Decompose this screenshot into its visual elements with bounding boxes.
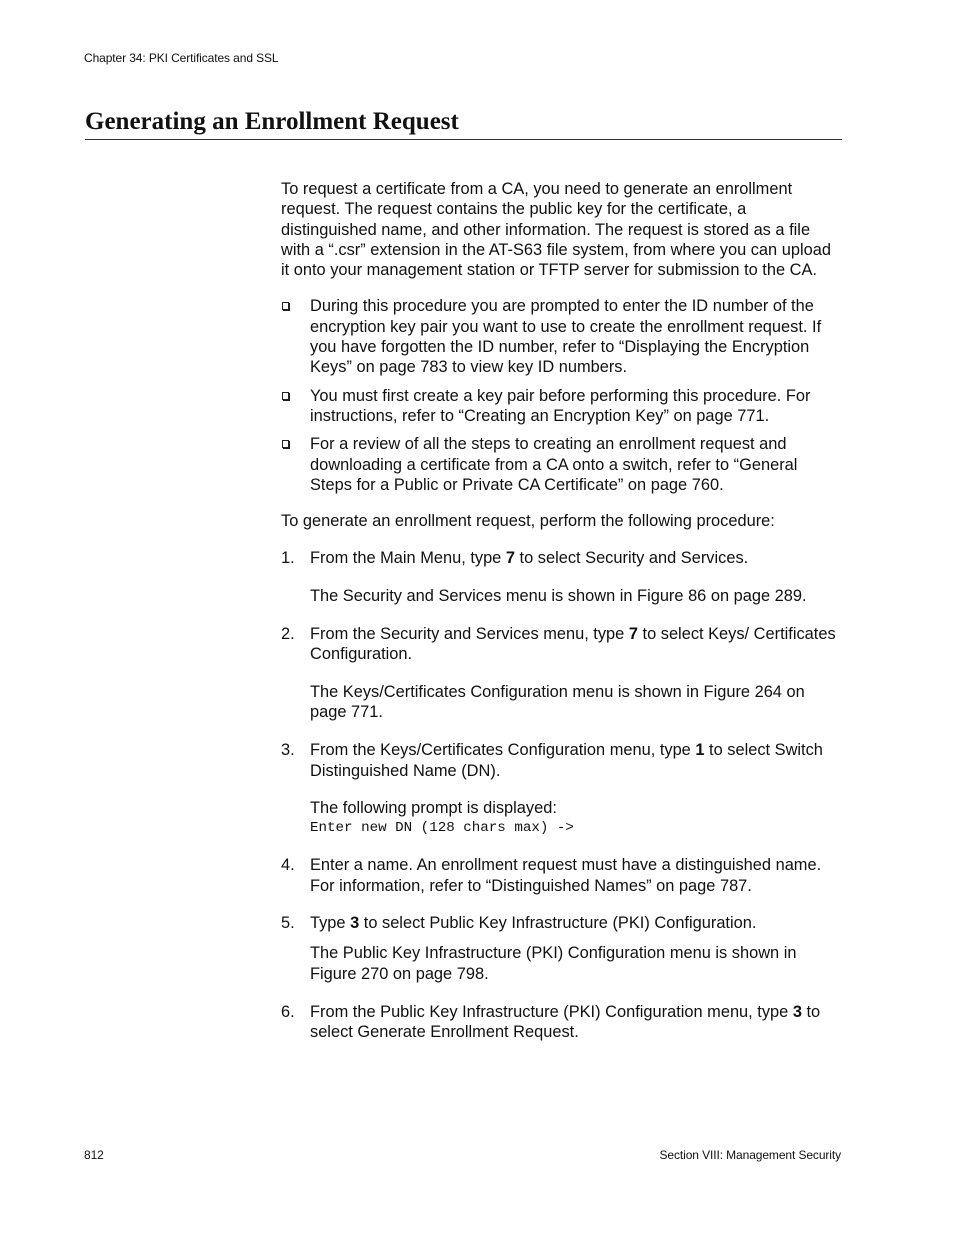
section-footer: Section VIII: Management Security	[659, 1148, 841, 1162]
step-text: Type 3 to select Public Key Infrastructure (PKI) Configuration.	[310, 914, 757, 933]
step-number: 3.	[281, 741, 295, 760]
step-text: From the Keys/Certificates Configuration menu, type 1 to select Switch Distinguished Name (DN).	[310, 741, 823, 780]
page-number: 812	[84, 1148, 104, 1162]
body-text	[281, 179, 843, 1043]
step-number: 6.	[281, 1002, 295, 1021]
note-list	[281, 296, 843, 495]
page-title: Generating an Enrollment Request	[85, 108, 459, 135]
list-item	[281, 296, 843, 377]
step-item	[281, 855, 843, 896]
step-key: 7	[628, 625, 638, 644]
step-note: The Public Key Infrastructure (PKI) Configuration menu is shown in Figure 270 on page 798.	[310, 944, 797, 983]
checkbox-bullet-icon	[282, 440, 289, 448]
step-key: 7	[505, 549, 515, 568]
checkbox-bullet-icon	[282, 302, 289, 310]
bullet-text: During this procedure you are prompted to enter the ID number of the encryption key pair you want to use to create the enrollment request. If you have forgotten the ID number, refer to “Displaying the Encryption Keys” on page 783 to view key ID numbers.	[310, 297, 822, 377]
list-item	[281, 434, 843, 495]
step-number: 2.	[281, 625, 295, 644]
bullet-text: You must first create a key pair before performing this procedure. For instructions, refer to “Creating an Encryption Key” on page 771.	[310, 386, 811, 425]
step-text: From the Security and Services menu, type 7 to select Keys/ Certificates Configuration.	[310, 625, 836, 664]
step-note: The following prompt is displayed:	[310, 798, 557, 817]
step-item	[281, 1002, 843, 1043]
step-text: Enter a name. An enrollment request must have a distinguished name. For information, refer to “Distinguished Names” on page 787.	[310, 856, 822, 895]
checkbox-bullet-icon	[282, 392, 289, 400]
step-text: From the Public Key Infrastructure (PKI) Configuration menu, type 3 to select Generate Enrollment Request.	[310, 1002, 821, 1042]
cli-prompt: Enter new DN (128 chars max) ->	[310, 820, 574, 837]
step-number: 5.	[281, 914, 295, 933]
list-item	[281, 386, 843, 427]
step-item	[281, 740, 843, 838]
step-item	[281, 548, 843, 606]
running-header: Chapter 34: PKI Certificates and SSL	[84, 51, 279, 65]
procedure-steps	[281, 548, 843, 1042]
step-text: From the Main Menu, type 7 to select Security and Services.	[310, 549, 749, 568]
procedure-intro: To generate an enrollment request, perform the following procedure:	[281, 512, 775, 531]
step-note: The Security and Services menu is shown in Figure 86 on page 289.	[310, 586, 807, 605]
step-item	[281, 913, 843, 984]
step-key: 1	[695, 741, 705, 760]
step-key: 3	[792, 1002, 802, 1021]
title-divider	[85, 139, 842, 140]
step-item	[281, 624, 843, 722]
step-key: 3	[350, 914, 360, 933]
bullet-text: For a review of all the steps to creating an enrollment request and downloading a certificate from a CA onto a switch, refer to “General Steps for a Public or Private CA Certificate” on page 760.	[310, 435, 798, 494]
step-number: 4.	[281, 856, 295, 875]
step-number: 1.	[281, 549, 295, 568]
intro-paragraph: To request a certificate from a CA, you need to generate an enrollment request. The request contains the public key for the certificate, a distinguished name, and other information. The request is stored as a file with a “.csr” extension in the AT-S63 file system, from where you can upload it onto your management station or TFTP server for submission to the CA.	[281, 180, 831, 280]
step-note: The Keys/Certificates Configuration menu is shown in Figure 264 on page 771.	[310, 682, 805, 721]
